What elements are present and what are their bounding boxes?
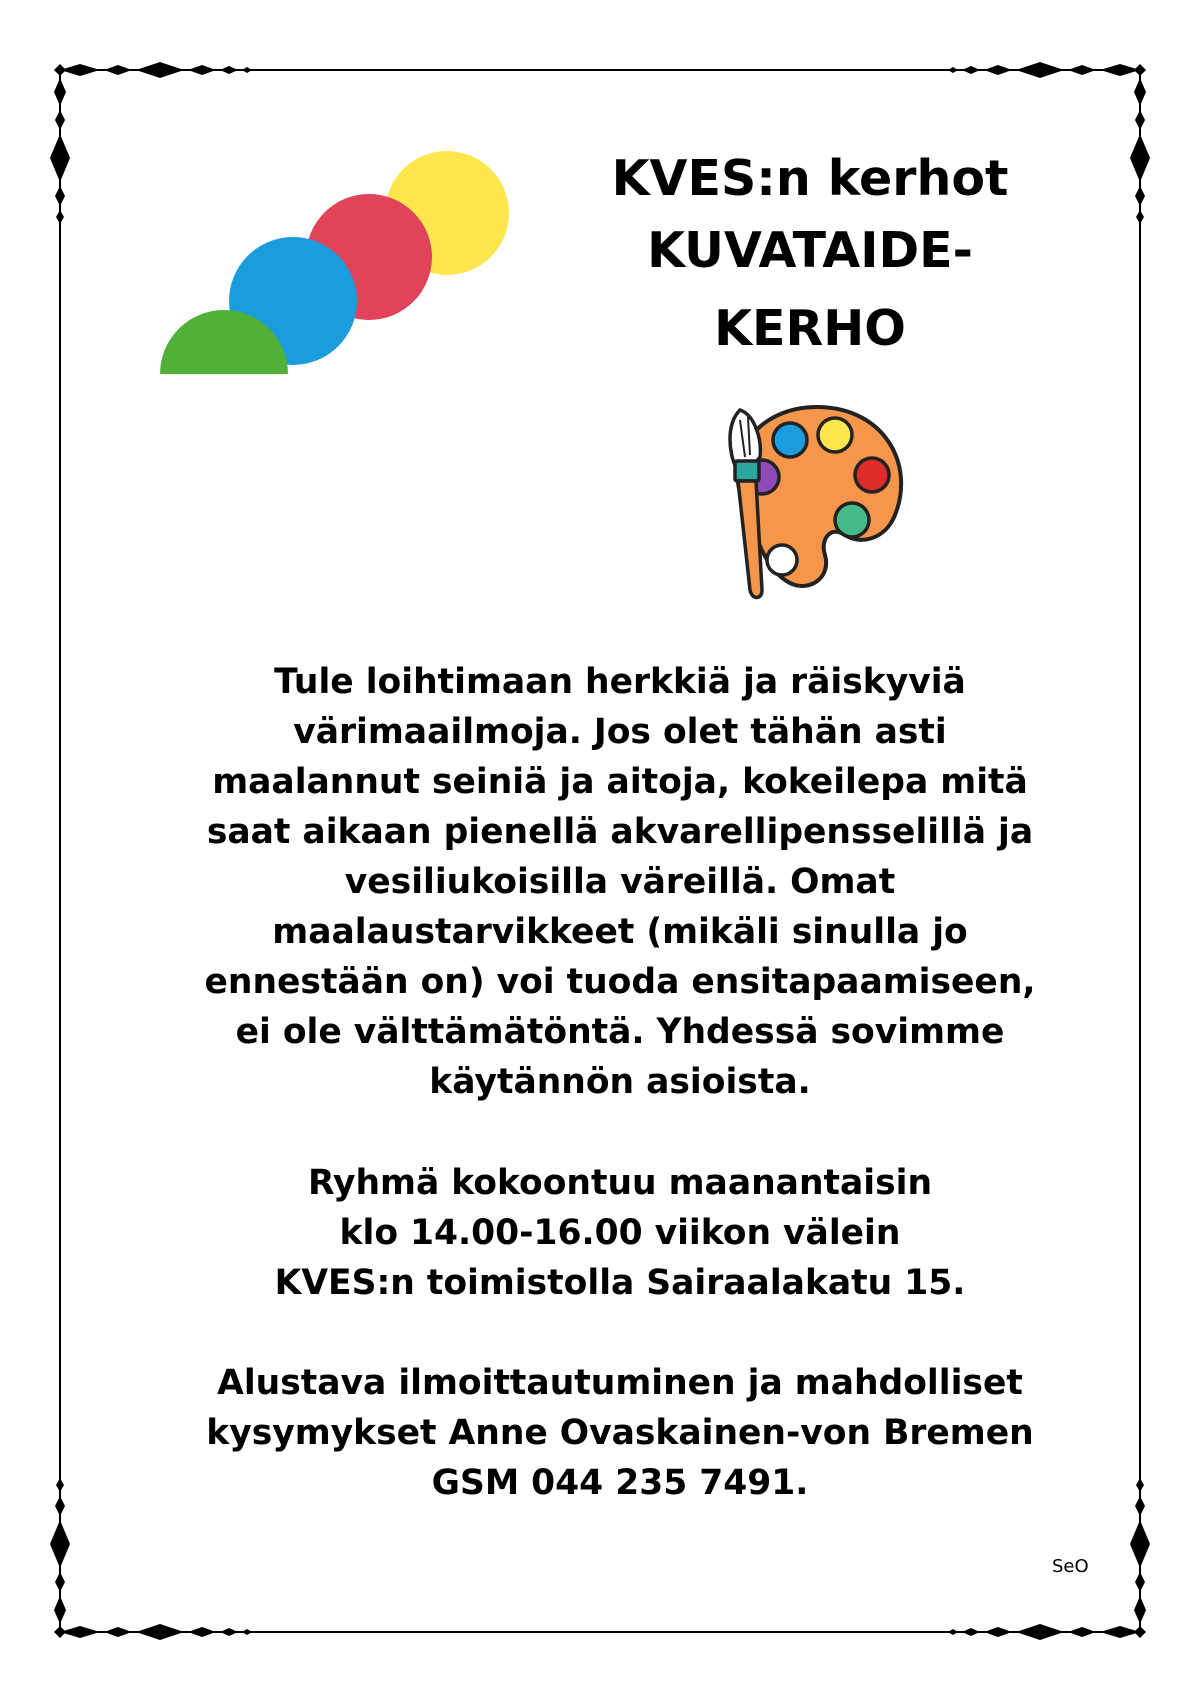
meeting-line: Ryhmä kokoontuu maanantaisin <box>307 1163 933 1203</box>
intro-line: Tule loihtimaan herkkiä ja räiskyviä <box>274 662 966 702</box>
contact-info <box>180 1358 1060 1508</box>
contact-line: GSM 044 235 7491. <box>431 1463 809 1503</box>
title-line-3: KERHO <box>714 300 906 357</box>
intro-line: maalaustarvikkeet (mikäli sinulla jo <box>272 912 968 952</box>
intro-line: värimaailmoja. Jos olet tähän asti <box>293 712 947 752</box>
intro-line: maalannut seiniä ja aitoja, kokeilepa mitä <box>212 762 1028 802</box>
meeting-line: KVES:n toimistolla Sairaalakatu 15. <box>274 1263 966 1303</box>
contact-line: Alustava ilmoittautuminen ja mahdolliset <box>217 1363 1023 1403</box>
intro-line: ei ole välttämätöntä. Yhdessä sovimme <box>235 1012 1005 1052</box>
meeting-info <box>180 1158 1060 1308</box>
title-line-1: KVES:n kerhot <box>611 150 1009 207</box>
intro-line: käytännön asioista. <box>429 1062 811 1102</box>
intro-line: saat aikaan pienellä akvarellipensselillä ja <box>206 812 1034 852</box>
paintbrush-icon <box>730 410 762 598</box>
paint-palette-icon <box>700 395 910 610</box>
intro-line: ennestään on) voi tuoda ensitapaamiseen, <box>204 962 1036 1002</box>
title-line-2: KUVATAIDE- <box>647 222 973 279</box>
meeting-line: klo 14.00-16.00 viikon välein <box>339 1213 901 1253</box>
intro-paragraph <box>180 657 1060 1107</box>
colored-circles-icon <box>160 145 520 375</box>
intro-line: vesiliukoisilla väreillä. Omat <box>344 862 896 902</box>
contact-line: kysymykset Anne Ovaskainen-von Bremen <box>206 1413 1034 1453</box>
signature: SeO <box>1052 1556 1089 1577</box>
